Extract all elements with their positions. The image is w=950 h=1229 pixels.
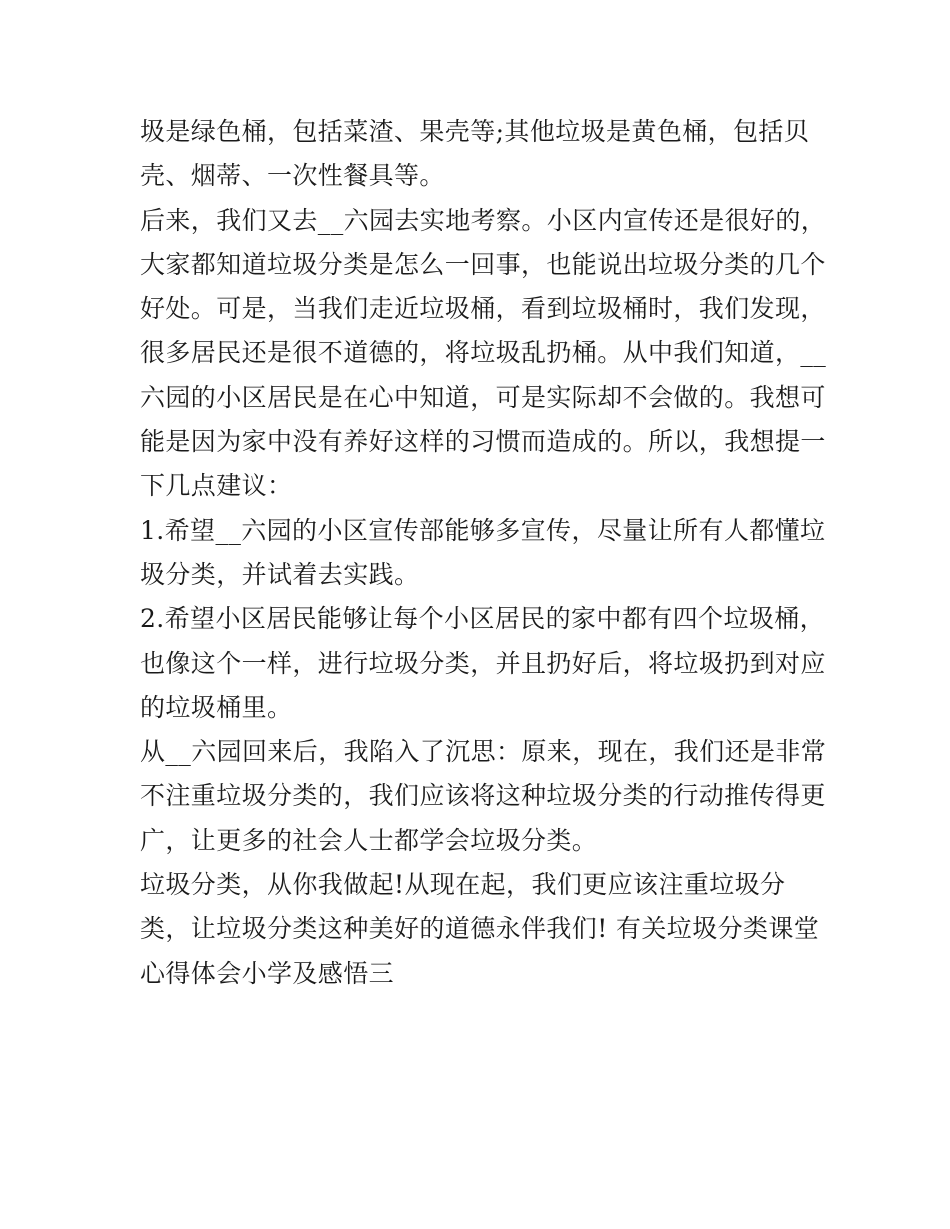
text-line: 下几点建议：: [140, 471, 293, 501]
text-line: 能是因为家中没有养好这样的习惯而造成的。所以，我想提一: [140, 427, 826, 457]
text-line: 好处。可是，当我们走近垃圾桶，看到垃圾桶时，我们发现，: [140, 294, 826, 324]
text-line: 广，让更多的社会人士都学会垃圾分类。: [140, 825, 598, 855]
text-line: 垃圾分类，从你我做起!从现在起，我们更应该注重垃圾分: [140, 870, 786, 900]
text-line: 后来，我们又去__六园去实地考察。小区内宣传还是很好的，: [140, 205, 827, 235]
text-line: 很多居民还是很不道德的，将垃圾乱扔桶。从中我们知道，__: [140, 338, 827, 368]
text-line: 壳、烟蒂、一次性餐具等。: [140, 161, 445, 191]
text-line: 六园的小区居民是在心中知道，可是实际却不会做的。我想可: [140, 382, 826, 412]
text-line: 的垃圾桶里。: [140, 692, 293, 722]
text-line: 大家都知道垃圾分类是怎么一回事，也能说出垃圾分类的几个: [140, 249, 826, 279]
text-line: 圾是绿色桶，包括菜渣、果壳等;其他垃圾是黄色桶，包括贝: [140, 117, 810, 146]
text-line: 从__六园回来后，我陷入了沉思：原来，现在，我们还是非常: [140, 737, 827, 767]
text-line: 2.希望小区居民能够让每个小区居民的家中都有四个垃圾桶，: [140, 604, 826, 634]
text-line: 类，让垃圾分类这种美好的道德永伴我们! 有关垃圾分类课堂: [140, 914, 820, 944]
text-line: 心得体会小学及感悟三: [140, 958, 395, 988]
text-line: 不注重垃圾分类的，我们应该将这种垃圾分类的行动推传得更: [140, 781, 826, 811]
text-line: 1.希望__六园的小区宣传部能够多宣传，尽量让所有人都懂垃: [140, 515, 826, 545]
text-line: 也像这个一样，进行垃圾分类，并且扔好后，将垃圾扔到对应: [140, 648, 826, 678]
text-line: 圾分类，并试着去实践。: [140, 559, 420, 589]
document-body: [140, 110, 827, 996]
